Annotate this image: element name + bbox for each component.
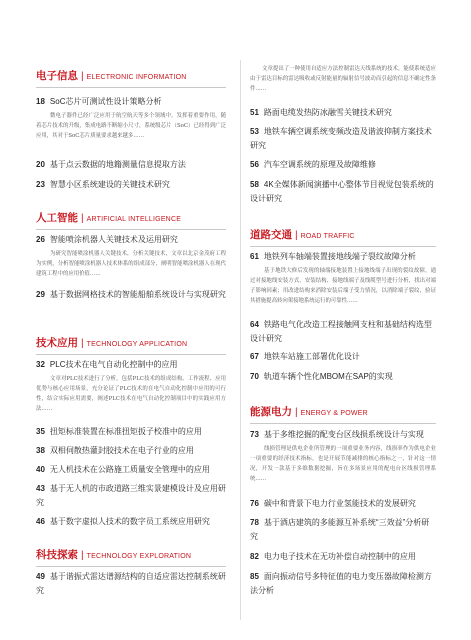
article-title[interactable]: 智能喷涂机器人关键技术及运用研究 bbox=[49, 235, 178, 244]
article-title[interactable]: 智慧小区系统建设的关键技术研究 bbox=[49, 180, 170, 189]
page-number: 43 bbox=[36, 484, 45, 493]
section-header-technology-exploration: 科技探索 | TECHNOLOGY EXPLORATION bbox=[36, 545, 226, 567]
article-title[interactable]: 地铁车辆空调系统变频改造及谐波抑制方案技术研究 bbox=[250, 127, 432, 150]
page-number: 85 bbox=[250, 572, 259, 581]
page-number: 46 bbox=[36, 517, 45, 526]
article-title[interactable]: 无人机技术在公路施工质量安全管理中的应用 bbox=[49, 465, 210, 474]
page-number: 58 bbox=[250, 180, 259, 189]
page-number: 64 bbox=[250, 320, 259, 329]
page-number: 23 bbox=[36, 180, 45, 189]
article-32[interactable] bbox=[36, 358, 226, 414]
article-title[interactable]: 基于数据网格技术的智能船舶系统设计与实现研究 bbox=[49, 290, 226, 299]
article-title[interactable]: 基于酒店建筑的多能源互补系统“三效益”分析研究 bbox=[250, 518, 430, 541]
article-53[interactable] bbox=[250, 125, 436, 152]
section-header-road-traffic: 道路交通 | ROAD TRAFFIC bbox=[250, 225, 436, 247]
article-title[interactable]: 路面电缆发热防冰融雪关键技术研究 bbox=[263, 108, 392, 117]
article-58[interactable] bbox=[250, 178, 436, 205]
section-title-zh: 人工智能 bbox=[36, 212, 78, 224]
page-number: 61 bbox=[250, 252, 259, 261]
page-number: 26 bbox=[36, 235, 45, 244]
article-26[interactable] bbox=[36, 233, 226, 279]
section-title-zh: 电子信息 bbox=[36, 70, 78, 82]
section-title-en: ROAD TRAFFIC bbox=[300, 233, 355, 240]
article-70[interactable] bbox=[250, 370, 436, 384]
page-number: 32 bbox=[36, 360, 45, 369]
page-number: 35 bbox=[36, 427, 45, 436]
section-title-en: ENERGY & POWER bbox=[300, 410, 368, 417]
continued-abstract: 文章提出了一种使用自适应方法控制雷达天线系统的技术，能使系统适应由于雷达目标的雷达吸收或反射能量的辐射信号波动而引起的信息不确定性条件…… bbox=[250, 66, 436, 92]
article-abstract: 为研究智能喷涂机器人关键技术，分析关键技术，文章以北京金茂府工程为实例，分析智能喷涂机器人技术体系的组成部分，阐明智能喷涂机器人在现代建筑工程中的应用价值…… bbox=[36, 250, 226, 277]
article-73[interactable] bbox=[250, 428, 436, 484]
page-number: 73 bbox=[250, 430, 259, 439]
article-title[interactable]: 电力电子技术在无功补偿自动控制中的应用 bbox=[263, 552, 416, 561]
article-85[interactable] bbox=[250, 570, 436, 597]
page-number: 49 bbox=[36, 572, 45, 581]
article-title[interactable]: 地铁车站施工部署优化设计 bbox=[263, 352, 360, 361]
article-49[interactable] bbox=[36, 570, 226, 597]
article-46[interactable] bbox=[36, 515, 226, 529]
page-number: 38 bbox=[36, 446, 45, 455]
article-78[interactable] bbox=[250, 516, 436, 543]
page-number: 76 bbox=[250, 499, 259, 508]
section-header-energy-power: 能源电力 | ENERGY & POWER bbox=[250, 402, 436, 424]
article-51[interactable] bbox=[250, 106, 436, 120]
article-67[interactable] bbox=[250, 350, 436, 364]
article-title[interactable]: 双相伺散热灌封胶技术在电子行业的应用 bbox=[49, 446, 194, 455]
article-abstract: 文章对PLC技术进行了分析，包括PLC技术的组成结构、工作流程、应用优势与核心应用场景，充分论证了PLC技术的在电气自动化控制中应用的可行性，结合实际应用需要，阐述PLC技术在电气自动化控制项目中的实践应用方法…… bbox=[36, 375, 226, 412]
article-title[interactable]: 基于数字虚拟人技术的数字员工系统应用研究 bbox=[49, 517, 210, 526]
section-title-en: TECHNOLOGY EXPLORATION bbox=[86, 553, 192, 560]
section-header-technology-application: 技术应用 | TECHNOLOGY APPLICATION bbox=[36, 333, 226, 355]
article-title[interactable]: 铁路电气化改造工程接触网支柱和基础结构选型设计研究 bbox=[250, 320, 432, 343]
article-40[interactable] bbox=[36, 463, 226, 477]
article-abstract: 微电子器件已经广泛应用于航空航天等多个领域中，发挥着重要作用，随着芯片技术的升级，集成电路不断缩小尺寸，系统级芯片（SoC）已经得到广泛应用，其对于SoC芯片质量要求越来越多…… bbox=[36, 112, 226, 139]
section-title-en: ARTIFICIAL INTELLIGENCE bbox=[86, 216, 182, 223]
page-number: 51 bbox=[250, 108, 259, 117]
page-number: 82 bbox=[250, 552, 259, 561]
section-title-zh: 道路交通 bbox=[250, 229, 292, 241]
article-title[interactable]: 汽车空调系统的原理及故障维修 bbox=[263, 160, 376, 169]
section-title-zh: 技术应用 bbox=[36, 337, 78, 349]
article-title[interactable]: PLC技术在电气自动化控制中的应用 bbox=[49, 360, 178, 369]
section-title-zh: 科技探索 bbox=[36, 549, 78, 561]
page-number: 67 bbox=[250, 352, 259, 361]
article-title[interactable]: 轨道车辆个性化MBOM在SAP的实现 bbox=[263, 372, 393, 381]
page-number: 56 bbox=[250, 160, 259, 169]
article-title[interactable]: 面向振动信号多特征值的电力变压器故障检测方法分析 bbox=[250, 572, 432, 595]
section-title-en: TECHNOLOGY APPLICATION bbox=[86, 341, 188, 348]
section-title-zh: 能源电力 bbox=[250, 406, 292, 418]
article-38[interactable] bbox=[36, 444, 226, 458]
article-title[interactable]: 地铁列车轴端装置接地线端子裂纹故障分析 bbox=[263, 252, 416, 261]
section-header-electronic-information: 电子信息 | ELECTRONIC INFORMATION bbox=[36, 66, 226, 88]
page-number: 20 bbox=[36, 160, 45, 169]
article-title[interactable]: 基于谐振式雷达谱源结构的自适应雷达控制系统研究 bbox=[36, 572, 226, 595]
article-title[interactable]: 基于无人机的市政道路三维实景建模设计及应用研究 bbox=[36, 484, 226, 507]
article-29[interactable] bbox=[36, 288, 226, 302]
article-title[interactable]: 扭矩标准装置在标准扭矩扳子校准中的应用 bbox=[49, 427, 202, 436]
article-18[interactable] bbox=[36, 95, 226, 141]
article-61[interactable] bbox=[250, 250, 436, 306]
article-abstract: 基于地铁大修后发现的轴端接地装置上接地线端子出现的裂纹故障，通过对接地线安装方式、安装结构、接地线端子及线缆型号进行分析，找出对端子影响因素；用改进结构来消除安装后端子受力情况，以消除端子裂纹，验证其措施提高转向架接地系统运行的可靠性…… bbox=[250, 267, 436, 304]
article-abstract: 线损管理是供电企业所管理的一项重要业务内容，线损率作为供电企业一项重要的经济技术指标，也是开展节能减排的核心指标之一，针对这一情况，开发一款基于多维数据挖掘，旨在多场景应用的配电台区线损管理系统…… bbox=[250, 445, 436, 482]
article-82[interactable] bbox=[250, 550, 436, 564]
section-header-artificial-intelligence: 人工智能 | ARTIFICIAL INTELLIGENCE bbox=[36, 208, 226, 230]
article-43[interactable] bbox=[36, 482, 226, 509]
article-35[interactable] bbox=[36, 425, 226, 439]
article-title[interactable]: SoC芯片可测试性设计策略分析 bbox=[49, 97, 162, 106]
article-title[interactable]: 基于点云数据的地籍测量信息提取方法 bbox=[49, 160, 186, 169]
page-number: 70 bbox=[250, 372, 259, 381]
page-number: 18 bbox=[36, 97, 45, 106]
article-64[interactable] bbox=[250, 318, 436, 345]
article-23[interactable] bbox=[36, 178, 226, 192]
article-20[interactable] bbox=[36, 158, 226, 172]
article-76[interactable] bbox=[250, 497, 436, 511]
page-number: 29 bbox=[36, 290, 45, 299]
article-title[interactable]: 4K全媒体新闻演播中心整体节目视觉包装系统的设计研究 bbox=[250, 180, 434, 203]
column-divider bbox=[240, 60, 241, 620]
section-title-en: ELECTRONIC INFORMATION bbox=[86, 74, 187, 81]
article-title[interactable]: 基于多维挖掘的配变台区线损系统设计与实现 bbox=[263, 430, 424, 439]
page-number: 53 bbox=[250, 127, 259, 136]
article-title[interactable]: 碳中和背景下电力行业氢能技术的发展研究 bbox=[263, 499, 416, 508]
page-number: 78 bbox=[250, 518, 259, 527]
article-56[interactable] bbox=[250, 158, 436, 172]
page-number: 40 bbox=[36, 465, 45, 474]
